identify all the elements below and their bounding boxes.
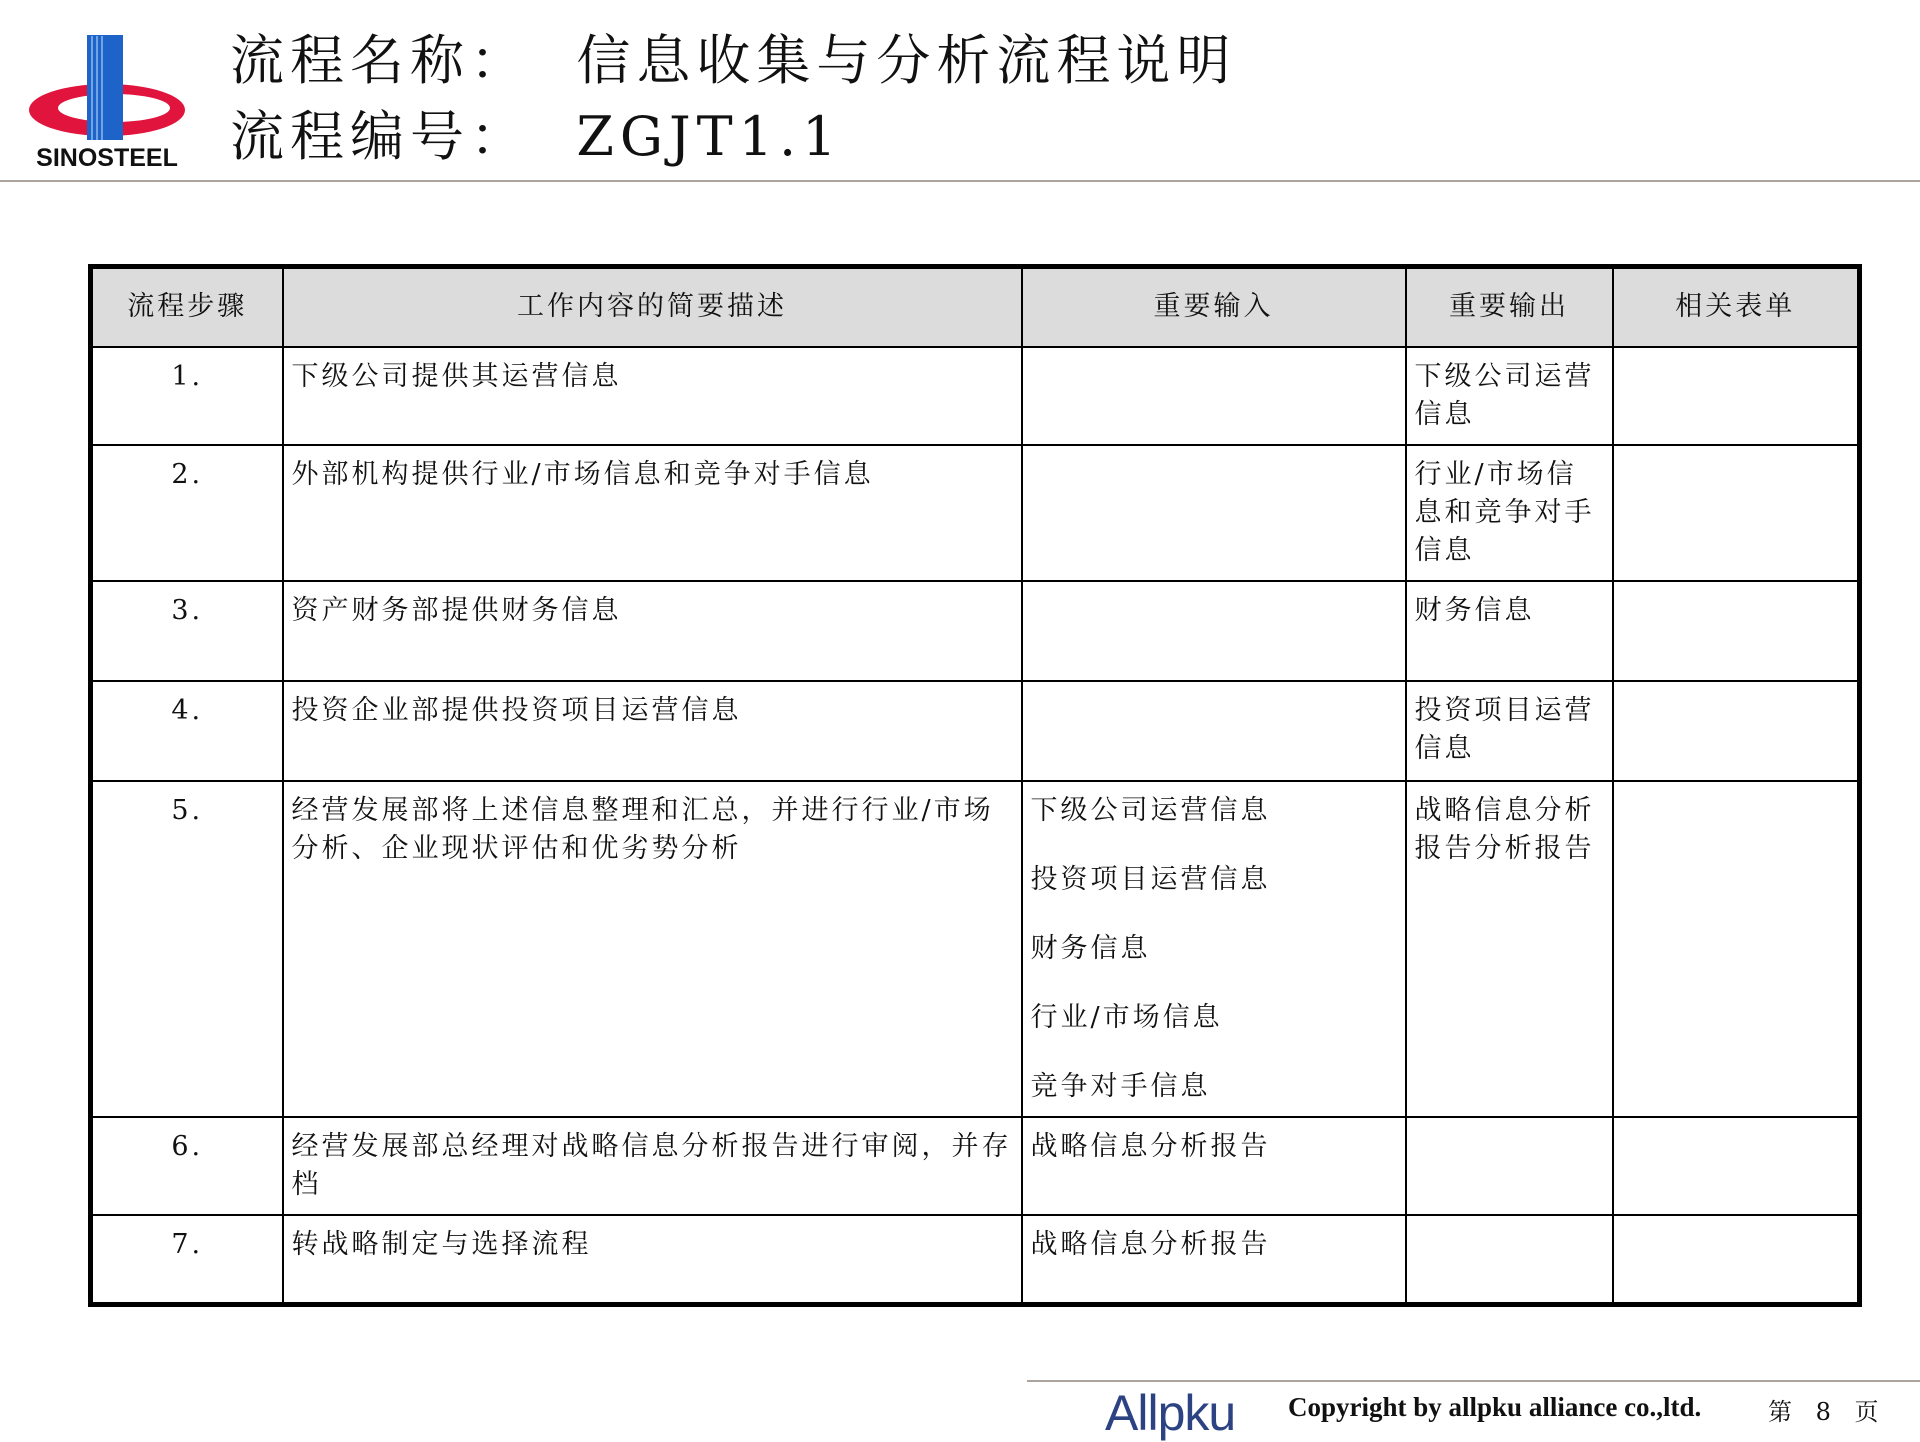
column-header: 工作内容的简要描述: [283, 267, 1022, 347]
step-cell: 4.: [91, 681, 283, 781]
forms-cell: [1613, 581, 1860, 681]
description-cell: 转战略制定与选择流程: [283, 1215, 1022, 1305]
inputs-cell: [1022, 445, 1406, 581]
table-row: [91, 581, 1860, 681]
inputs-cell: [1022, 1215, 1406, 1305]
table-row: [91, 445, 1860, 581]
step-cell: 7.: [91, 1215, 283, 1305]
output-cell: 财务信息: [1406, 581, 1613, 681]
forms-cell: [1613, 347, 1860, 445]
input-item: 战略信息分析报告: [1030, 1130, 1271, 1162]
page-number: 第 8 页: [1768, 1398, 1887, 1426]
inputs-cell: [1022, 681, 1406, 781]
step-cell: 6.: [91, 1117, 283, 1215]
process-table: [88, 264, 1862, 1307]
header-divider: [0, 180, 1920, 182]
input-item: 战略信息分析报告: [1030, 1228, 1271, 1260]
description-cell: 经营发展部总经理对战略信息分析报告进行审阅，并存档: [283, 1117, 1022, 1215]
inputs-cell: [1022, 581, 1406, 681]
description-cell: 资产财务部提供财务信息: [283, 581, 1022, 681]
output-cell: [1406, 1117, 1613, 1215]
footer-divider: [1027, 1380, 1920, 1382]
column-header: 重要输入: [1022, 267, 1406, 347]
description-cell: 投资企业部提供投资项目运营信息: [283, 681, 1022, 781]
output-cell: [1406, 1215, 1613, 1305]
column-header: 重要输出: [1406, 267, 1613, 347]
table-row: [91, 681, 1860, 781]
input-item: 投资项目运营信息: [1030, 863, 1271, 895]
allpku-logo: Allpku: [1105, 1385, 1236, 1441]
inputs-cell: [1022, 1117, 1406, 1215]
table-row: [91, 347, 1860, 445]
forms-cell: [1613, 1215, 1860, 1305]
copyright-text: Copyright by allpku alliance co.,ltd.: [1288, 1392, 1702, 1422]
inputs-cell: [1022, 781, 1406, 1117]
table-row: [91, 781, 1860, 1117]
step-cell: 3.: [91, 581, 283, 681]
table-row: [91, 1215, 1860, 1305]
description-cell: 外部机构提供行业/市场信息和竞争对手信息: [283, 445, 1022, 581]
step-cell: 5.: [91, 781, 283, 1117]
column-header: 相关表单: [1613, 267, 1860, 347]
input-item: 下级公司运营信息: [1030, 794, 1271, 826]
inputs-cell: [1022, 347, 1406, 445]
input-item: 财务信息: [1030, 932, 1151, 964]
step-cell: 1.: [91, 347, 283, 445]
forms-cell: [1613, 681, 1860, 781]
output-cell: 行业/市场信息和竞争对手信息: [1406, 445, 1613, 581]
sinosteel-logo: [22, 30, 192, 170]
output-cell: 战略信息分析报告分析报告: [1406, 781, 1613, 1117]
description-cell: 下级公司提供其运营信息: [283, 347, 1022, 445]
output-cell: 下级公司运营信息: [1406, 347, 1613, 445]
process-name-title: 流程名称： 信息收集与分析流程说明: [230, 29, 1237, 92]
forms-cell: [1613, 1117, 1860, 1215]
forms-cell: [1613, 781, 1860, 1117]
forms-cell: [1613, 445, 1860, 581]
step-cell: 2.: [91, 445, 283, 581]
input-item: 竞争对手信息: [1030, 1070, 1211, 1102]
column-header: 流程步骤: [91, 267, 283, 347]
process-number-title: 流程编号： ZGJT1.1: [230, 105, 843, 168]
description-cell: 经营发展部将上述信息整理和汇总，并进行行业/市场分析、企业现状评估和优劣势分析: [283, 781, 1022, 1117]
svg-text:SINOSTEEL: SINOSTEEL: [36, 144, 178, 170]
output-cell: 投资项目运营信息: [1406, 681, 1613, 781]
table-row: [91, 1117, 1860, 1215]
input-item: 行业/市场信息: [1030, 1001, 1223, 1033]
